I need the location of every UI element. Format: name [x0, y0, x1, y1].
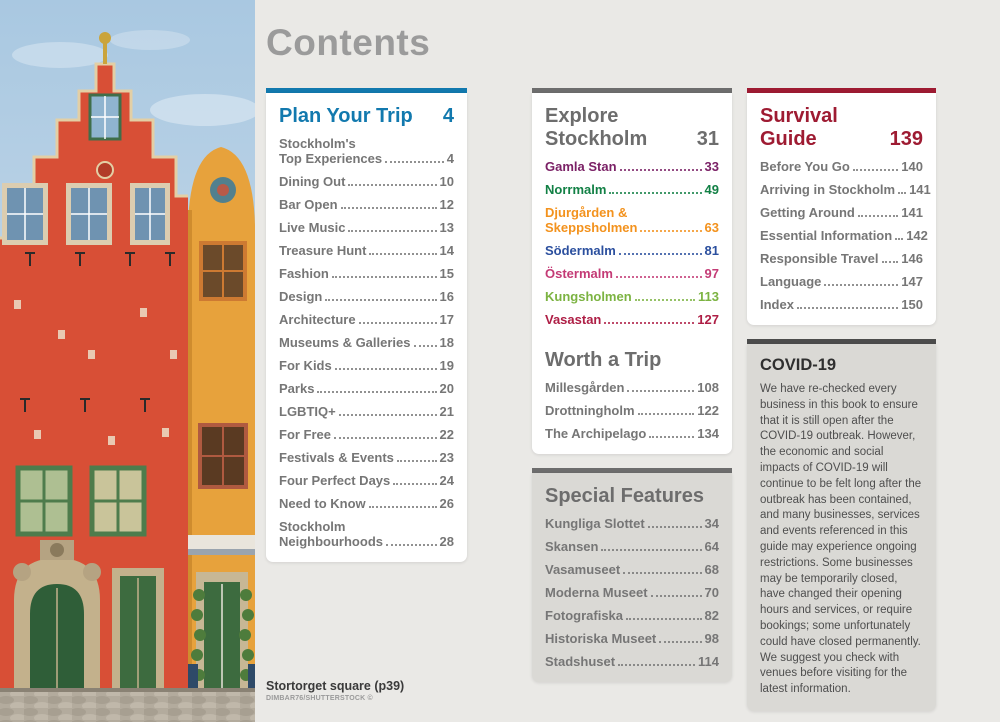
toc-entry[interactable] [279, 381, 454, 396]
toc-entry-label: Fashion [279, 266, 329, 281]
photo-caption-text: Stortorget square (p39) [266, 679, 405, 693]
toc-entry-label: Need to Know [279, 496, 366, 511]
toc-entry[interactable] [545, 608, 719, 623]
toc-entry-label: Skansen [545, 539, 599, 554]
toc-page-number: 134 [697, 426, 719, 441]
explore-toc-list [545, 159, 719, 327]
survival-page-number: 139 [889, 128, 923, 150]
toc-entry-label: Festivals & Events [279, 450, 394, 465]
toc-leader-dots [385, 161, 444, 163]
toc-entry[interactable] [760, 205, 923, 220]
toc-entry-label: Live Music [279, 220, 346, 235]
toc-entry-label: Responsible Travel [760, 251, 879, 266]
toc-page-number: 16 [439, 289, 454, 304]
toc-page-number: 20 [439, 381, 454, 396]
toc-leader-dots [853, 169, 898, 171]
toc-entry[interactable] [279, 519, 454, 549]
toc-entry[interactable] [279, 174, 454, 189]
explore-section [532, 88, 732, 454]
toc-entry[interactable] [279, 358, 454, 373]
plan-toc-list [279, 136, 454, 549]
toc-leader-dots [619, 253, 702, 255]
toc-page-number: 70 [704, 585, 719, 600]
explore-column [532, 88, 732, 682]
toc-leader-dots [616, 276, 702, 278]
toc-entry-label: Top Experiences [279, 151, 383, 166]
toc-entry[interactable] [279, 266, 454, 281]
page-title: Contents [266, 22, 431, 63]
plan-your-trip-column [266, 88, 467, 562]
toc-entry[interactable] [545, 426, 719, 441]
toc-entry-label: Arriving in Stockholm [760, 182, 896, 197]
toc-leader-dots [609, 192, 701, 194]
toc-leader-dots [335, 368, 437, 370]
toc-leader-dots [882, 261, 899, 263]
toc-entry[interactable] [545, 266, 719, 281]
plan-heading [279, 105, 454, 128]
toc-entry[interactable] [760, 182, 931, 197]
toc-entry-label: Design [279, 289, 323, 304]
toc-entry[interactable] [279, 136, 454, 166]
toc-leader-dots [635, 299, 695, 301]
toc-page-number: 4 [446, 151, 454, 166]
toc-entry-label: Vasastan [545, 312, 602, 327]
plan-page-number: 4 [442, 105, 454, 127]
toc-leader-dots [325, 299, 436, 301]
toc-page-number: 64 [704, 539, 719, 554]
toc-entry-label: For Kids [279, 358, 332, 373]
toc-entry[interactable] [545, 205, 719, 235]
toc-page-number: 21 [439, 404, 454, 419]
toc-entry[interactable] [545, 312, 719, 327]
toc-entry-label: Kungsholmen [545, 289, 632, 304]
survival-box [747, 93, 936, 325]
toc-entry-label: Stadshuset [545, 654, 616, 669]
toc-entry-label: Museums & Galleries [279, 335, 411, 350]
toc-leader-dots [824, 284, 898, 286]
toc-entry-label: Skeppsholmen [545, 220, 638, 235]
toc-page-number: 13 [439, 220, 454, 235]
toc-page-number: 15 [439, 266, 454, 281]
toc-page-number: 147 [901, 274, 923, 289]
toc-entry[interactable] [760, 297, 923, 312]
worth-a-trip-heading: Worth a Trip [545, 349, 662, 371]
toc-entry[interactable] [545, 182, 719, 197]
toc-entry-label: Essential Information [760, 228, 893, 243]
toc-page-number: 49 [704, 182, 719, 197]
toc-entry-label-prefix: Stockholm's [279, 136, 356, 151]
survival-column [747, 88, 936, 711]
toc-leader-dots [601, 549, 701, 551]
explore-heading [545, 105, 719, 151]
toc-page-number: 26 [439, 496, 454, 511]
toc-entry[interactable] [279, 450, 454, 465]
toc-leader-dots [359, 322, 437, 324]
toc-entry[interactable] [545, 631, 719, 646]
toc-page-number: 140 [901, 159, 923, 174]
toc-page-number: 114 [698, 654, 719, 669]
toc-leader-dots [348, 230, 436, 232]
toc-entry[interactable] [279, 220, 454, 235]
toc-leader-dots [649, 436, 694, 438]
toc-leader-dots [626, 618, 702, 620]
toc-page-number: 146 [901, 251, 923, 266]
toc-entry-label: Dining Out [279, 174, 346, 189]
toc-entry[interactable] [545, 585, 719, 600]
toc-leader-dots [334, 437, 437, 439]
toc-leader-dots [369, 253, 436, 255]
explore-title-line2: Stockholm [545, 128, 648, 150]
toc-entry-label: LGBTIQ+ [279, 404, 336, 419]
toc-page-number: 28 [439, 534, 454, 549]
toc-leader-dots [332, 276, 437, 278]
toc-entry[interactable] [279, 404, 454, 419]
toc-entry[interactable] [545, 539, 719, 554]
toc-entry[interactable] [279, 335, 454, 350]
toc-entry[interactable] [279, 312, 454, 327]
toc-leader-dots [627, 390, 694, 392]
toc-entry-label: Language [760, 274, 822, 289]
toc-page-number: 122 [697, 403, 719, 418]
toc-entry-label: Kungliga Slottet [545, 516, 645, 531]
toc-page-number: 34 [704, 516, 719, 531]
toc-entry-label: Getting Around [760, 205, 855, 220]
toc-page-number: 113 [698, 289, 719, 304]
toc-page-number: 98 [704, 631, 719, 646]
toc-entry-label: Architecture [279, 312, 356, 327]
toc-leader-dots [858, 215, 898, 217]
explore-page-number: 31 [696, 128, 719, 150]
toc-entry[interactable] [279, 197, 454, 212]
toc-entry[interactable] [760, 159, 923, 174]
toc-entry[interactable] [545, 562, 719, 577]
toc-entry-label-prefix: Stockholm [279, 519, 346, 534]
toc-entry[interactable] [545, 403, 719, 418]
toc-entry[interactable] [279, 473, 454, 488]
toc-page-number: 19 [439, 358, 454, 373]
toc-leader-dots [659, 641, 701, 643]
toc-leader-dots [651, 595, 702, 597]
toc-page-number: 141 [909, 182, 931, 197]
toc-leader-dots [604, 322, 694, 324]
toc-entry-label: Bar Open [279, 197, 338, 212]
survival-title-line2: Guide [760, 128, 817, 150]
photo-caption [266, 679, 404, 702]
toc-leader-dots [386, 544, 437, 546]
special-features-box [532, 473, 732, 682]
toc-leader-dots [640, 230, 701, 232]
toc-entry-label: Four Perfect Days [279, 473, 391, 488]
plan-box [266, 93, 467, 562]
toc-leader-dots [397, 460, 437, 462]
toc-entry[interactable] [545, 654, 719, 669]
toc-page-number: 23 [439, 450, 454, 465]
toc-page-number: 82 [704, 608, 719, 623]
covid-body-text: We have re-checked every business in this book to ensure that it is still open after the COVID-19 outbreak. However, the economic and social impacts of COVID-19 will continue to be felt long after the outbreak has been contained, and many businesses, services and events referenced in this guide may experience ongoing restrictions. Some businesses may be temporarily closed, have changed their opening hours and services, or require bookings; some unfortunately could have closed permanently. We suggest you check with venues before visiting for the latest information. [760, 383, 922, 696]
toc-entry-label: Östermalm [545, 266, 613, 281]
toc-leader-dots [341, 207, 437, 209]
toc-entry-label: Södermalm [545, 243, 616, 258]
toc-page-number: 68 [704, 562, 719, 577]
toc-entry-label: Historiska Museet [545, 631, 657, 646]
toc-entry-label: Fotografiska [545, 608, 624, 623]
toc-entry-label: Parks [279, 381, 315, 396]
special-features-section [532, 468, 732, 682]
toc-leader-dots [895, 238, 903, 240]
toc-leader-dots [638, 413, 695, 415]
toc-page-number: 17 [439, 312, 454, 327]
toc-page-number: 97 [704, 266, 719, 281]
toc-page-number: 12 [439, 197, 454, 212]
toc-entry[interactable] [545, 516, 719, 531]
plan-your-trip-section [266, 88, 467, 562]
toc-entry-label: Millesgården [545, 380, 625, 395]
toc-leader-dots [369, 506, 437, 508]
special-features-heading: Special Features [545, 485, 704, 507]
toc-entry-label: Vasamuseet [545, 562, 621, 577]
toc-page-number: 127 [697, 312, 719, 327]
toc-entry-label: Neighbourhoods [279, 534, 383, 549]
toc-page-number: 141 [901, 205, 923, 220]
toc-leader-dots [339, 414, 437, 416]
survival-title-line1: Survival [760, 105, 838, 127]
toc-entry[interactable] [545, 243, 719, 258]
toc-entry[interactable] [545, 289, 719, 304]
covid-box [747, 344, 936, 711]
toc-page-number: 14 [439, 243, 454, 258]
toc-entry-label: Gamla Stan [545, 159, 617, 174]
toc-entry-label: Before You Go [760, 159, 850, 174]
toc-entry[interactable] [279, 427, 454, 442]
toc-leader-dots [620, 169, 702, 171]
survival-toc-list [760, 159, 931, 312]
toc-leader-dots [898, 192, 906, 194]
toc-leader-dots [797, 307, 898, 309]
toc-leader-dots [393, 483, 436, 485]
toc-leader-dots [618, 664, 695, 666]
photo-credit: DIMBAR76/SHUTTERSTOCK © [266, 695, 373, 702]
toc-entry[interactable] [279, 496, 454, 511]
toc-page-number: 81 [704, 243, 719, 258]
survival-heading [760, 105, 923, 151]
toc-entry-label: Norrmalm [545, 182, 607, 197]
toc-entry-label: The Archipelago [545, 426, 647, 441]
toc-entry-label-prefix: Djurgården & [545, 205, 628, 220]
toc-page-number: 10 [439, 174, 454, 189]
toc-entry[interactable] [760, 228, 928, 243]
covid-section [747, 339, 936, 711]
special-features-toc-list [545, 516, 719, 669]
toc-page-number: 18 [439, 335, 454, 350]
toc-leader-dots [414, 345, 437, 347]
toc-entry[interactable] [545, 380, 719, 395]
covid-heading: COVID-19 [760, 356, 837, 374]
explore-title-line1: Explore [545, 105, 619, 127]
toc-entry-label: Drottningholm [545, 403, 635, 418]
toc-page-number: 150 [901, 297, 923, 312]
toc-entry[interactable] [279, 243, 454, 258]
toc-leader-dots [623, 572, 701, 574]
toc-entry-label: Moderna Museet [545, 585, 648, 600]
toc-entry-label: Treasure Hunt [279, 243, 367, 258]
toc-entry[interactable] [760, 274, 923, 289]
toc-page-number: 24 [439, 473, 454, 488]
stortorget-photo [0, 0, 255, 722]
toc-page-number: 22 [439, 427, 454, 442]
survival-guide-section [747, 88, 936, 325]
toc-entry-label: Index [760, 297, 794, 312]
toc-leader-dots [348, 184, 436, 186]
toc-page-number: 63 [704, 220, 719, 235]
toc-entry[interactable] [279, 289, 454, 304]
toc-entry[interactable] [545, 159, 719, 174]
worth-a-trip-toc-list [545, 380, 719, 441]
toc-leader-dots [648, 526, 702, 528]
plan-title: Plan Your Trip [279, 105, 413, 127]
toc-page-number: 108 [697, 380, 719, 395]
toc-leader-dots [317, 391, 436, 393]
explore-box [532, 93, 732, 454]
toc-page-number: 33 [704, 159, 719, 174]
toc-page-number: 142 [906, 228, 928, 243]
toc-entry-label: For Free [279, 427, 332, 442]
toc-entry[interactable] [760, 251, 923, 266]
